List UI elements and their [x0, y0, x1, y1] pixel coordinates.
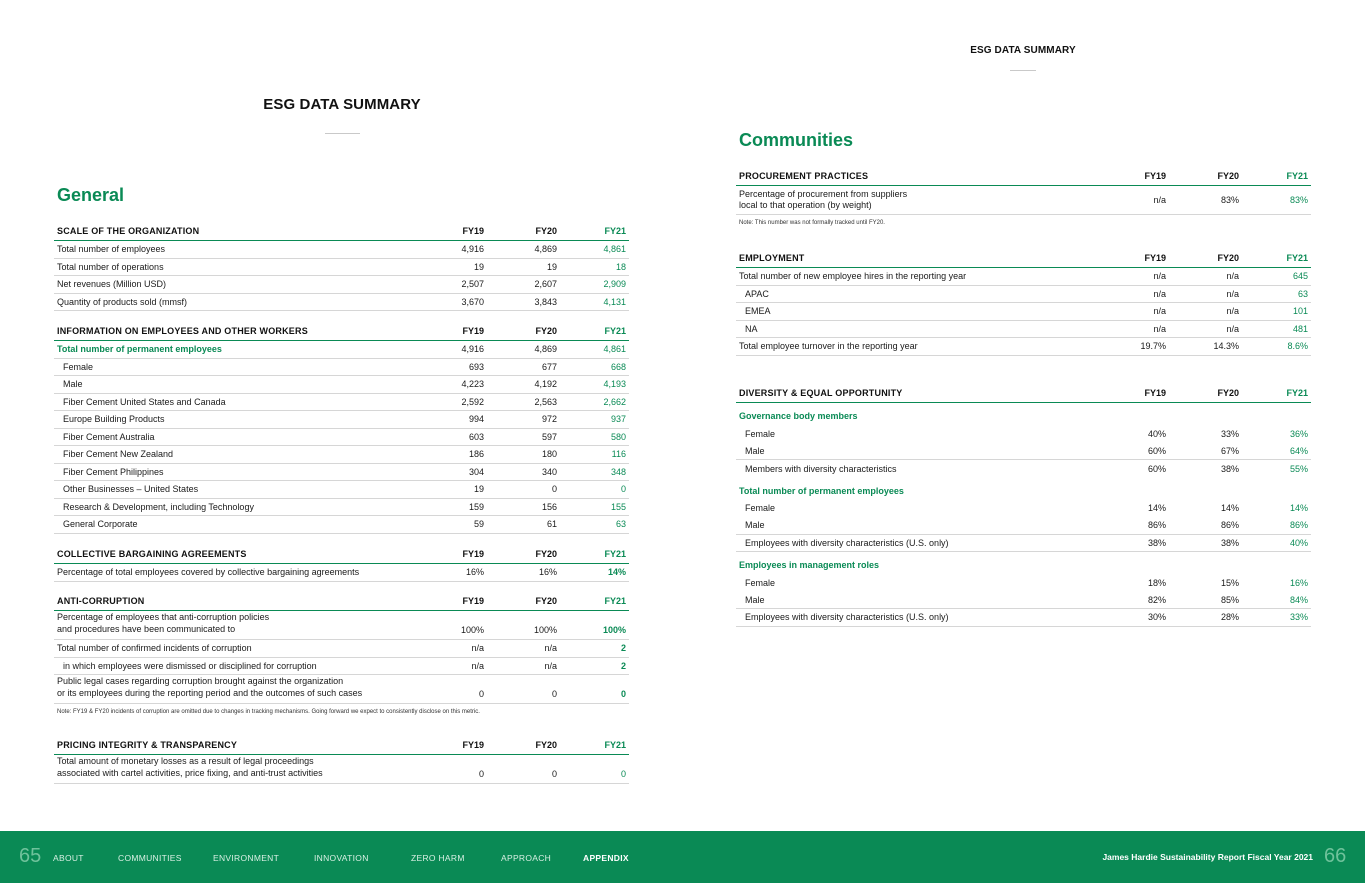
value-fy21: 2,662 [603, 396, 626, 407]
value-fy20: 3,843 [534, 296, 557, 307]
note-anti-corruption: Note: FY19 & FY20 incidents of corruption are omitted due to changes in tracking mechanisms. Going forward we expect to consistently disclose on this metric. [57, 709, 480, 715]
value-fy19: 86% [1147, 520, 1166, 531]
table-heading: ANTI-CORRUPTION [57, 596, 145, 606]
col-fy20: FY20 [1217, 388, 1239, 398]
value-fy19: 4,916 [461, 244, 484, 255]
row-label-line1: Percentage of procurement from suppliers [739, 188, 908, 199]
table-row [54, 359, 629, 377]
table-header [54, 545, 629, 564]
value-fy21: 63 [1297, 288, 1308, 299]
value-fy19: 30% [1147, 612, 1166, 623]
row-label [736, 189, 1091, 212]
table-diversity-equal-opportunity [736, 384, 1311, 627]
value-fy20: 0 [551, 689, 557, 699]
row-label: Female [63, 361, 94, 372]
value-fy21: 4,861 [603, 344, 626, 355]
value-fy19: 38% [1147, 537, 1166, 548]
nav-zero-harm[interactable]: ZERO HARM [411, 853, 465, 863]
value-fy19: 100% [460, 625, 484, 635]
value-fy21: 4,131 [603, 296, 626, 307]
table-row [736, 609, 1311, 627]
nav-appendix[interactable]: APPENDIX [583, 853, 629, 863]
col-fy21: FY21 [1286, 253, 1308, 263]
value-fy19: n/a [1153, 288, 1166, 299]
row-label-line1: Public legal cases regarding corruption brought against the organization [57, 676, 344, 686]
col-fy19: FY19 [462, 226, 484, 236]
row-label: Female [745, 577, 776, 588]
value-fy19: 0 [478, 769, 484, 779]
value-fy21: 348 [610, 466, 626, 477]
value-fy19: 18% [1147, 577, 1166, 588]
value-fy20: 156 [541, 501, 557, 512]
value-fy20: 38% [1220, 537, 1239, 548]
row-label: Total number of confirmed incidents of corruption [57, 643, 252, 654]
value-fy21: 18 [615, 261, 626, 272]
table-heading: INFORMATION ON EMPLOYEES AND OTHER WORKERS [57, 326, 308, 336]
table-row [54, 259, 629, 277]
value-fy20: 15% [1220, 577, 1239, 588]
page-title-left: ESG DATA SUMMARY [263, 96, 421, 113]
col-fy21: FY21 [1286, 171, 1308, 181]
row-label: Total number of permanent employees [57, 344, 222, 355]
value-fy19: 186 [468, 449, 484, 460]
value-fy19: 603 [468, 431, 484, 442]
table-employment [736, 249, 1311, 356]
table-row [54, 675, 629, 704]
value-fy21: 0 [620, 484, 626, 495]
table-heading: SCALE OF THE ORGANIZATION [57, 226, 200, 236]
table-row [54, 755, 629, 784]
page-number-left: 65 [19, 845, 42, 867]
row-label: Female [745, 503, 776, 514]
value-fy19: 60% [1147, 445, 1166, 456]
table-row [54, 481, 629, 499]
table-row [736, 425, 1311, 443]
nav-innovation[interactable]: INNOVATION [314, 853, 369, 863]
table-row [736, 268, 1311, 286]
value-fy21: 4,193 [603, 379, 626, 390]
value-fy20: 19 [546, 261, 557, 272]
row-label: Fiber Cement Philippines [63, 466, 164, 477]
value-fy20: 14.3% [1213, 341, 1239, 352]
value-fy19: 82% [1147, 594, 1166, 605]
value-fy19: 59 [473, 519, 484, 530]
row-label: Quantity of products sold (mmsf) [57, 296, 188, 307]
value-fy20: 67% [1220, 445, 1239, 456]
value-fy19: n/a [471, 660, 484, 671]
section-title-general: General [57, 185, 125, 205]
value-fy20: 4,869 [534, 244, 557, 255]
table-row [54, 429, 629, 447]
table-header [54, 736, 629, 755]
value-fy21: 645 [1292, 271, 1308, 282]
value-fy21: 8.6% [1287, 341, 1308, 352]
row-label: Fiber Cement United States and Canada [63, 396, 226, 407]
report-title: James Hardie Sustainability Report Fiscal Year 2021 [1102, 852, 1313, 862]
value-fy20: n/a [544, 643, 557, 654]
row-label: Male [63, 379, 83, 390]
value-fy20: 2,563 [534, 396, 557, 407]
value-fy19: 4,223 [461, 379, 484, 390]
table-anti-corruption [54, 592, 629, 704]
value-fy21: 14% [1289, 503, 1308, 514]
col-fy19: FY19 [1144, 171, 1166, 181]
value-fy19: n/a [1153, 323, 1166, 334]
value-fy19: 693 [468, 361, 484, 372]
value-fy20: 61 [546, 519, 557, 530]
col-fy19: FY19 [1144, 253, 1166, 263]
subheading-row [736, 478, 1311, 500]
value-fy21: 481 [1292, 323, 1308, 334]
value-fy20: n/a [1226, 306, 1239, 317]
col-fy20: FY20 [535, 740, 557, 750]
table-row [736, 321, 1311, 339]
table-header [736, 384, 1311, 403]
col-fy19: FY19 [462, 549, 484, 559]
table-row [54, 611, 629, 640]
col-fy19: FY19 [462, 326, 484, 336]
col-fy20: FY20 [535, 226, 557, 236]
value-fy19: n/a [471, 643, 484, 654]
table-row [54, 564, 629, 582]
row-label: Percentage of total employees covered by collective bargaining agreements [57, 567, 360, 578]
value-fy19: 60% [1147, 463, 1166, 474]
row-label: Fiber Cement New Zealand [63, 449, 174, 460]
value-fy20: 38% [1220, 463, 1239, 474]
value-fy20: 14% [1220, 503, 1239, 514]
value-fy19: 0 [478, 689, 484, 699]
row-label-line2: and procedures have been communicated to [57, 623, 236, 634]
value-fy21: 580 [610, 431, 626, 442]
table-row [736, 517, 1311, 535]
value-fy19: 304 [468, 466, 484, 477]
table-row [54, 446, 629, 464]
value-fy20: n/a [1226, 323, 1239, 334]
value-fy21: 155 [610, 501, 626, 512]
value-fy20: 86% [1220, 520, 1239, 531]
value-fy21: 16% [1289, 577, 1308, 588]
value-fy19: 19 [473, 261, 484, 272]
value-fy20: n/a [1226, 288, 1239, 299]
row-label-line1: Percentage of employees that anti-corruption policies [57, 612, 270, 622]
table-header [54, 222, 629, 241]
value-fy21: 101 [1292, 306, 1308, 317]
table-row [54, 241, 629, 259]
table-row [736, 574, 1311, 592]
col-fy20: FY20 [1217, 253, 1239, 263]
row-label: General Corporate [63, 519, 138, 530]
col-fy20: FY20 [535, 326, 557, 336]
table-row [54, 341, 629, 359]
table-heading: PRICING INTEGRITY & TRANSPARENCY [57, 740, 238, 750]
row-label: Other Businesses – United States [63, 484, 199, 495]
value-fy20: 2,607 [534, 279, 557, 290]
table-row [54, 499, 629, 517]
row-label-line2: local to that operation (by weight) [739, 200, 872, 210]
table-row [54, 640, 629, 658]
nav-approach[interactable]: APPROACH [501, 853, 552, 863]
table-header [54, 592, 629, 611]
row-label-line2: associated with cartel activities, price fixing, and anti-trust activities [57, 767, 323, 778]
value-fy19: 4,916 [461, 344, 484, 355]
value-fy19: n/a [1153, 271, 1166, 282]
value-fy20: 4,869 [534, 344, 557, 355]
row-label-line1: Total amount of monetary losses as a result of legal proceedings [57, 756, 314, 766]
row-label: Female [745, 428, 776, 439]
table-row [736, 443, 1311, 461]
value-fy21: 86% [1289, 520, 1308, 531]
row-label: NA [745, 323, 758, 334]
table-row [736, 286, 1311, 304]
value-fy20: 180 [541, 449, 557, 460]
table-pricing-integrity [54, 736, 629, 784]
table-row [736, 460, 1311, 478]
row-label [54, 612, 409, 635]
table-heading: PROCUREMENT PRACTICES [739, 171, 869, 181]
value-fy19: 40% [1147, 428, 1166, 439]
value-fy20: 0 [551, 769, 557, 779]
value-fy19: 2,592 [461, 396, 484, 407]
value-fy21: 0 [620, 769, 626, 779]
row-label: Total number of employees [57, 244, 166, 255]
table-row [736, 338, 1311, 356]
value-fy21: 36% [1289, 428, 1308, 439]
footer-bar [0, 831, 1365, 883]
note-procurement: Note: This number was not formally tracked until FY20. [739, 220, 885, 226]
page-title-right: ESG DATA SUMMARY [970, 45, 1076, 56]
value-fy19: 159 [468, 501, 484, 512]
table-row [54, 376, 629, 394]
row-label: APAC [745, 288, 769, 299]
table-scale-of-organization [54, 222, 629, 311]
subheading-row [736, 552, 1311, 574]
value-fy20: 83% [1220, 195, 1239, 205]
value-fy21: 116 [611, 449, 626, 460]
col-fy20: FY20 [1217, 171, 1239, 181]
nav-environment[interactable]: ENVIRONMENT [213, 853, 280, 863]
table-collective-bargaining [54, 545, 629, 582]
table-row [736, 303, 1311, 321]
table-employees-and-workers [54, 322, 629, 534]
value-fy21: 937 [610, 414, 626, 425]
row-label: Male [745, 594, 765, 605]
value-fy20: 0 [551, 484, 557, 495]
value-fy20: 16% [538, 567, 557, 578]
nav-communities[interactable]: COMMUNITIES [118, 853, 182, 863]
row-label: Employees with diversity characteristics (U.S. only) [745, 612, 949, 623]
value-fy20: 28% [1220, 612, 1239, 623]
value-fy19: 3,670 [461, 296, 484, 307]
value-fy21: 33% [1289, 612, 1308, 623]
col-fy19: FY19 [462, 596, 484, 606]
row-label: EMEA [745, 306, 771, 317]
subheading-permanent-employees: Total number of permanent employees [739, 485, 904, 496]
value-fy20: 33% [1220, 428, 1239, 439]
value-fy19: 2,507 [461, 279, 484, 290]
value-fy21: 55% [1289, 463, 1308, 474]
page-number-right: 66 [1324, 845, 1347, 867]
row-label-line2: or its employees during the reporting period and the outcomes of such cases [57, 687, 363, 698]
col-fy19: FY19 [1144, 388, 1166, 398]
value-fy19: 14% [1147, 503, 1166, 514]
row-label: Fiber Cement Australia [63, 431, 155, 442]
col-fy20: FY20 [535, 596, 557, 606]
col-fy19: FY19 [462, 740, 484, 750]
table-heading: COLLECTIVE BARGAINING AGREEMENTS [57, 549, 247, 559]
value-fy19: n/a [1153, 306, 1166, 317]
value-fy21: 14% [607, 567, 626, 578]
col-fy21: FY21 [604, 226, 626, 236]
value-fy20: 100% [533, 625, 557, 635]
col-fy21: FY21 [604, 549, 626, 559]
value-fy21: 64% [1289, 445, 1308, 456]
nav-about[interactable]: ABOUT [53, 853, 84, 863]
section-title-communities: Communities [739, 130, 854, 150]
col-fy21: FY21 [604, 326, 626, 336]
row-label: Male [745, 445, 765, 456]
row-label [54, 756, 409, 779]
row-label: Total employee turnover in the reporting year [739, 341, 918, 352]
row-label: Europe Building Products [63, 414, 165, 425]
value-fy21: 63 [615, 519, 626, 530]
row-label: Members with diversity characteristics [745, 463, 897, 474]
value-fy21: 100% [602, 625, 626, 635]
table-procurement-practices [736, 167, 1311, 215]
row-label: Total number of new employee hires in the reporting year [739, 271, 967, 282]
value-fy21: 83% [1289, 195, 1308, 205]
value-fy20: n/a [544, 660, 557, 671]
value-fy20: 85% [1220, 594, 1239, 605]
col-fy20: FY20 [535, 549, 557, 559]
value-fy20: 4,192 [534, 379, 557, 390]
row-label [54, 676, 409, 699]
value-fy21: 84% [1289, 594, 1308, 605]
row-label: Total number of operations [57, 261, 164, 272]
value-fy20: 340 [541, 466, 557, 477]
table-row [736, 500, 1311, 518]
table-header [736, 249, 1311, 268]
row-label: Male [745, 520, 765, 531]
value-fy21: 2,909 [603, 279, 626, 290]
subheading-management-roles: Employees in management roles [739, 560, 880, 570]
table-row [736, 535, 1311, 553]
table-header [736, 167, 1311, 186]
table-row [736, 186, 1311, 215]
table-row [54, 516, 629, 534]
row-label: Employees with diversity characteristics (U.S. only) [745, 537, 949, 548]
row-label: Net revenues (Million USD) [57, 279, 167, 290]
value-fy19: 19 [473, 484, 484, 495]
value-fy21: 0 [620, 689, 626, 699]
table-row [54, 294, 629, 312]
table-row [54, 658, 629, 676]
value-fy20: 677 [541, 361, 557, 372]
value-fy21: 40% [1289, 537, 1308, 548]
subheading-row [736, 403, 1311, 425]
value-fy19: n/a [1153, 195, 1166, 205]
table-row [54, 394, 629, 412]
title-rule-left [325, 133, 360, 134]
value-fy20: n/a [1226, 271, 1239, 282]
value-fy20: 597 [541, 431, 557, 442]
row-label: in which employees were dismissed or disciplined for corruption [63, 660, 317, 671]
value-fy19: 994 [468, 414, 484, 425]
table-heading: DIVERSITY & EQUAL OPPORTUNITY [739, 388, 903, 398]
table-row [54, 464, 629, 482]
col-fy21: FY21 [1286, 388, 1308, 398]
table-row [736, 592, 1311, 610]
col-fy21: FY21 [604, 596, 626, 606]
table-row [54, 411, 629, 429]
value-fy20: 972 [541, 414, 557, 425]
value-fy21: 2 [620, 660, 626, 671]
table-header [54, 322, 629, 341]
value-fy21: 4,861 [603, 244, 626, 255]
value-fy21: 2 [620, 643, 626, 654]
table-row [54, 276, 629, 294]
value-fy21: 668 [610, 361, 626, 372]
value-fy19: 16% [465, 567, 484, 578]
value-fy19: 19.7% [1140, 341, 1166, 352]
title-rule-right [1010, 70, 1036, 71]
subheading-governance: Governance body members [739, 411, 858, 421]
table-heading: EMPLOYMENT [739, 253, 805, 263]
row-label: Research & Development, including Technology [63, 501, 254, 512]
col-fy21: FY21 [604, 740, 626, 750]
